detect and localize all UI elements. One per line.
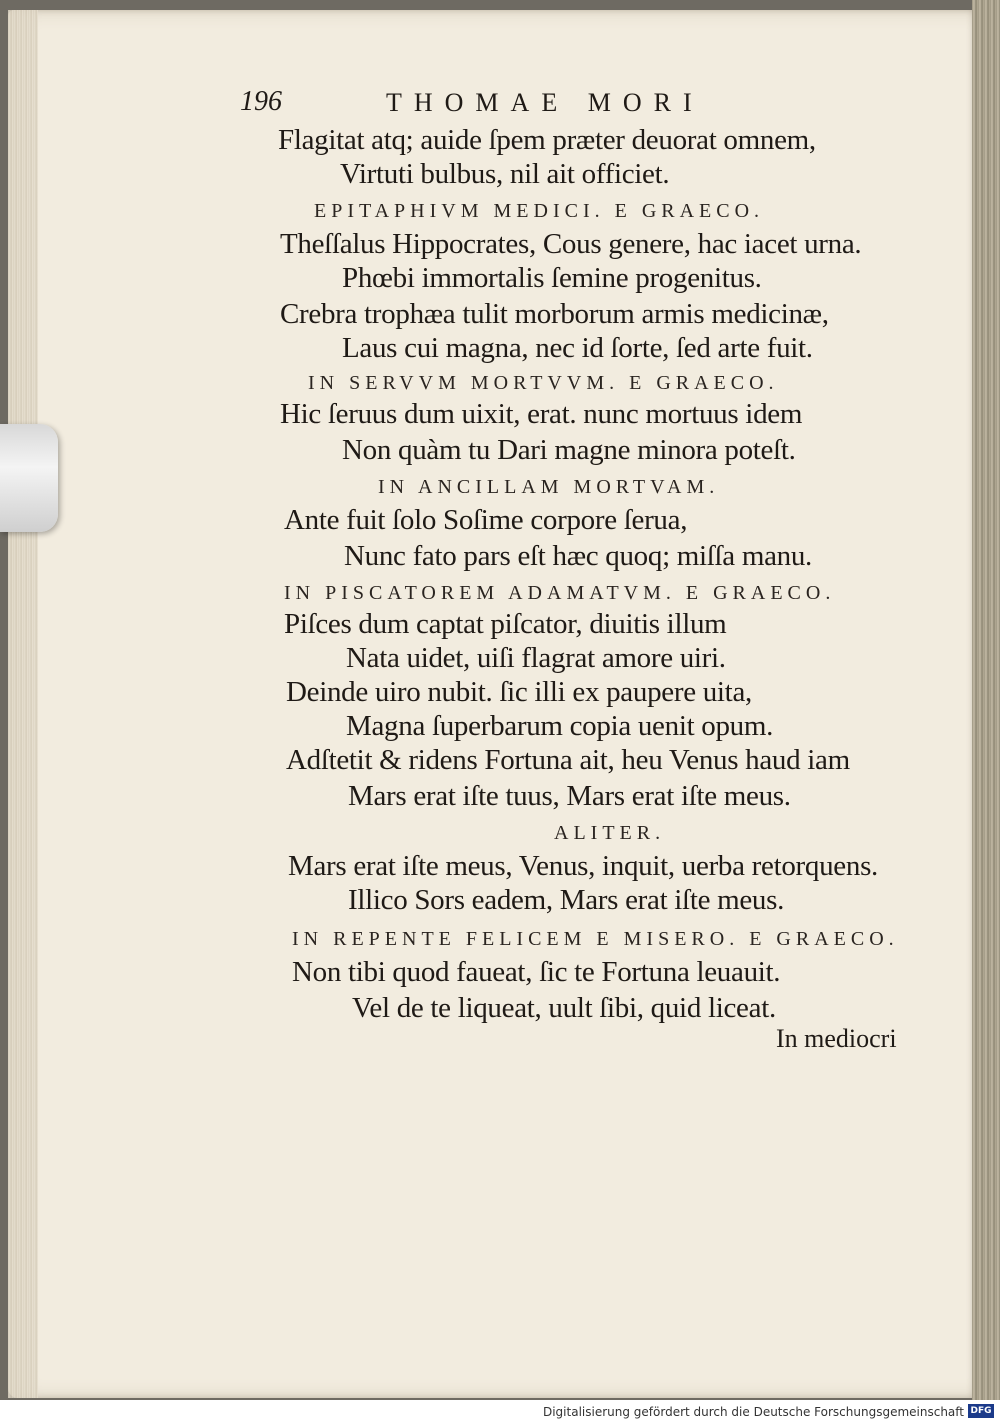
epigram-heading: IN PISCATOREM ADAMATVM. E GRAECO. xyxy=(284,582,836,604)
binding-edge xyxy=(972,0,1000,1400)
verse-line: Crebra trophæa tulit morborum armis medicinæ, xyxy=(280,298,829,330)
verse-line: Nunc fato pars eſt hæc quoq; miſſa manu. xyxy=(344,540,813,572)
verse-line: Non quàm tu Dari magne minora poteſt. xyxy=(342,434,796,466)
page-header xyxy=(240,86,780,120)
verse-line: Nata uidet, uiſi flagrat amore uiri. xyxy=(346,642,726,674)
verse-line: Vel de te liqueat, uult ſibi, quid liceat. xyxy=(352,992,776,1024)
catchword: In mediocri xyxy=(776,1024,897,1053)
verse-line: Deinde uiro nubit. ſic illi ex paupere uita, xyxy=(286,676,752,708)
verse-line: Phœbi immortalis ſemine progenitus. xyxy=(342,262,762,294)
verse-line: Mars erat iſte tuus, Mars erat iſte meus. xyxy=(348,780,791,812)
verse-line: Flagitat atq; auide ſpem præter deuorat omnem, xyxy=(278,124,816,156)
epigram-heading: IN REPENTE FELICEM E MISERO. E GRAECO. xyxy=(292,928,899,950)
verse-line: Ante fuit ſolo Soſime corpore ſerua, xyxy=(284,504,688,536)
verse-line: Non tibi quod faueat, ſic te Fortuna leuauit. xyxy=(292,956,781,988)
verse-line: Laus cui magna, nec id ſorte, ſed arte fuit. xyxy=(342,332,813,364)
epigram-heading: EPITAPHIVM MEDICI. E GRAECO. xyxy=(314,200,765,222)
funding-credit: Digitalisierung gefördert durch die Deutsche Forschungsgemeinschaft xyxy=(542,1405,964,1419)
verse-line: Virtuti bulbus, nil ait officiet. xyxy=(340,158,670,190)
epigram-heading: ALITER. xyxy=(554,822,666,844)
page-edges xyxy=(8,10,38,1398)
epigram-heading: IN ANCILLAM MORTVAM. xyxy=(378,476,720,498)
verse-line: Magna ſuperbarum copia uenit opum. xyxy=(346,710,774,742)
verse-line: Hic ſeruus dum uixit, erat. nunc mortuus idem xyxy=(280,398,803,430)
verse-line: Theſſalus Hippocrates, Cous genere, hac iacet urna. xyxy=(280,228,862,260)
epigram-heading: IN SERVVM MORTVVM. E GRAECO. xyxy=(308,372,779,394)
dfg-logo-icon: DFG xyxy=(968,1404,994,1418)
running-title: THOMAE MORI xyxy=(386,88,704,117)
verse-line: Illico Sors eadem, Mars erat iſte meus. xyxy=(348,884,785,916)
page-clip xyxy=(0,424,58,532)
verse-line: Mars erat iſte meus, Venus, inquit, uerba retorquens. xyxy=(288,850,878,882)
page-number: 196 xyxy=(240,86,282,117)
verse-line: Adſtetit & ridens Fortuna ait, heu Venus haud iam xyxy=(286,744,850,776)
verse-line: Piſces dum captat piſcator, diuitis illum xyxy=(284,608,727,640)
